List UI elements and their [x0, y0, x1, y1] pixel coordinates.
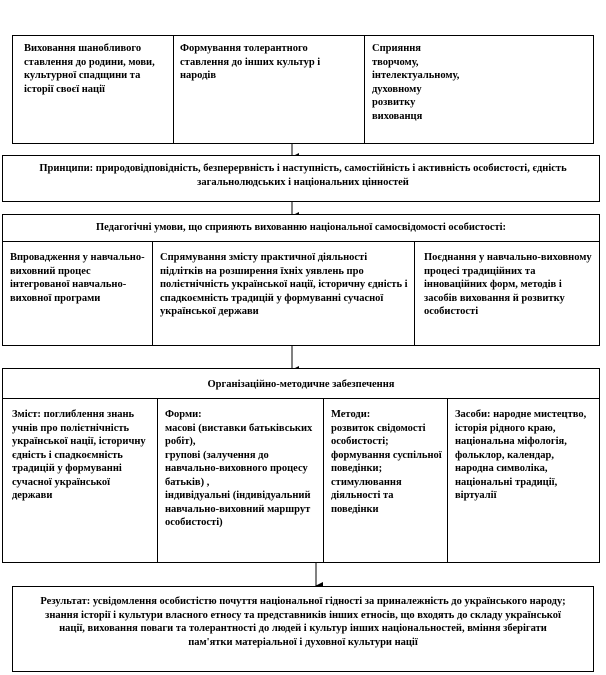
- support-content: [12, 408, 150, 503]
- goal-heritage: Виховання шанобливого ставлення до родини, мови, культурної спадщини та історії своєї нації: [24, 43, 155, 95]
- goal-tolerance: Формування толерантного ставлення до інших культур і народів: [180, 43, 321, 81]
- condition-2: Спрямування змісту практичної діяльності підлітків на розширення їхніх уявлень про полієтнічність української нації, історичну єдність і спадкоємність традицій у формуванні сучасної української держави: [160, 252, 408, 317]
- principles-label: Принципи:: [39, 163, 94, 174]
- support-means: [455, 408, 595, 503]
- conditions-divider-1: [152, 241, 153, 346]
- support-content-label: Зміст:: [12, 409, 41, 420]
- principles-body: природовідповідність, безперервність і наступність, самостійність і активність особистості, єдність загальнолюдських і національних цінностей: [95, 163, 567, 188]
- support-method-3: стимулювання діяльності та поведінки: [331, 476, 402, 515]
- goals-divider-2: [364, 35, 365, 144]
- support-forms-label: Форми:: [165, 409, 202, 420]
- condition-3: Поєднання у навчально-виховному процесі традиційних та інноваційних форм, методів і засобів виховання й розвитку особистості: [424, 252, 592, 317]
- support-title-divider: [2, 398, 600, 399]
- support-means-label: Засоби:: [455, 409, 491, 420]
- result-label: Результат:: [40, 596, 91, 607]
- support-content-text: поглиблення знань учнів про полієтнічність української нації, історичну єдність і спадкоємність традицій у формуванні сучасної української держави: [12, 409, 146, 501]
- principles-text: [28, 162, 578, 189]
- support-methods-label: Методи:: [331, 409, 371, 420]
- support-form-individual: індивідуальні (індивідуальний навчально-виховний маршрут особистості): [165, 490, 311, 528]
- support-method-1: розвиток свідомості особистості;: [331, 422, 426, 447]
- conditions-divider-2: [414, 241, 415, 346]
- condition-1: Впровадження у навчально-виховний процес інтегрованої навчально-виховної програми: [10, 252, 145, 304]
- goals-divider-1: [173, 35, 174, 144]
- support-title: Організаційно-методичне забезпечення: [207, 379, 395, 390]
- support-forms: [165, 408, 317, 530]
- support-divider-1: [157, 398, 158, 563]
- support-form-group: групові (залучення до навчально-виховного процесу батьків) ,: [165, 449, 308, 488]
- support-means-text: народне мистецтво, історія рідного краю, національна міфологія, фольклор, календар, народна символіка, національні традиції, віртуалії: [455, 409, 587, 501]
- conditions-title: Педагогічні умови, що сприяють вихованню національної самосвідомості особистості:: [95, 222, 507, 233]
- support-methods: [331, 408, 443, 516]
- conditions-title-divider: [2, 241, 600, 242]
- support-divider-2: [323, 398, 324, 563]
- support-method-2: формування суспільної поведінки;: [331, 449, 442, 474]
- result-body: усвідомлення особистістю почуття національної гідності за приналежність до українського народу; знання історії і культури власного етносу та представників інших етносів, що входять до складу української нації, виховання поваги та толерантності до людей і культур інших національностей, вміння зберігати пам'ятки матеріальної і духовної культури нації: [45, 596, 566, 648]
- support-divider-3: [447, 398, 448, 563]
- result-text: [40, 595, 566, 649]
- support-form-mass: масові (виставки батьківських робіт),: [165, 422, 313, 447]
- goal-development: Сприяння творчому, інтелектуальному, духовному розвитку вихованця: [372, 43, 460, 122]
